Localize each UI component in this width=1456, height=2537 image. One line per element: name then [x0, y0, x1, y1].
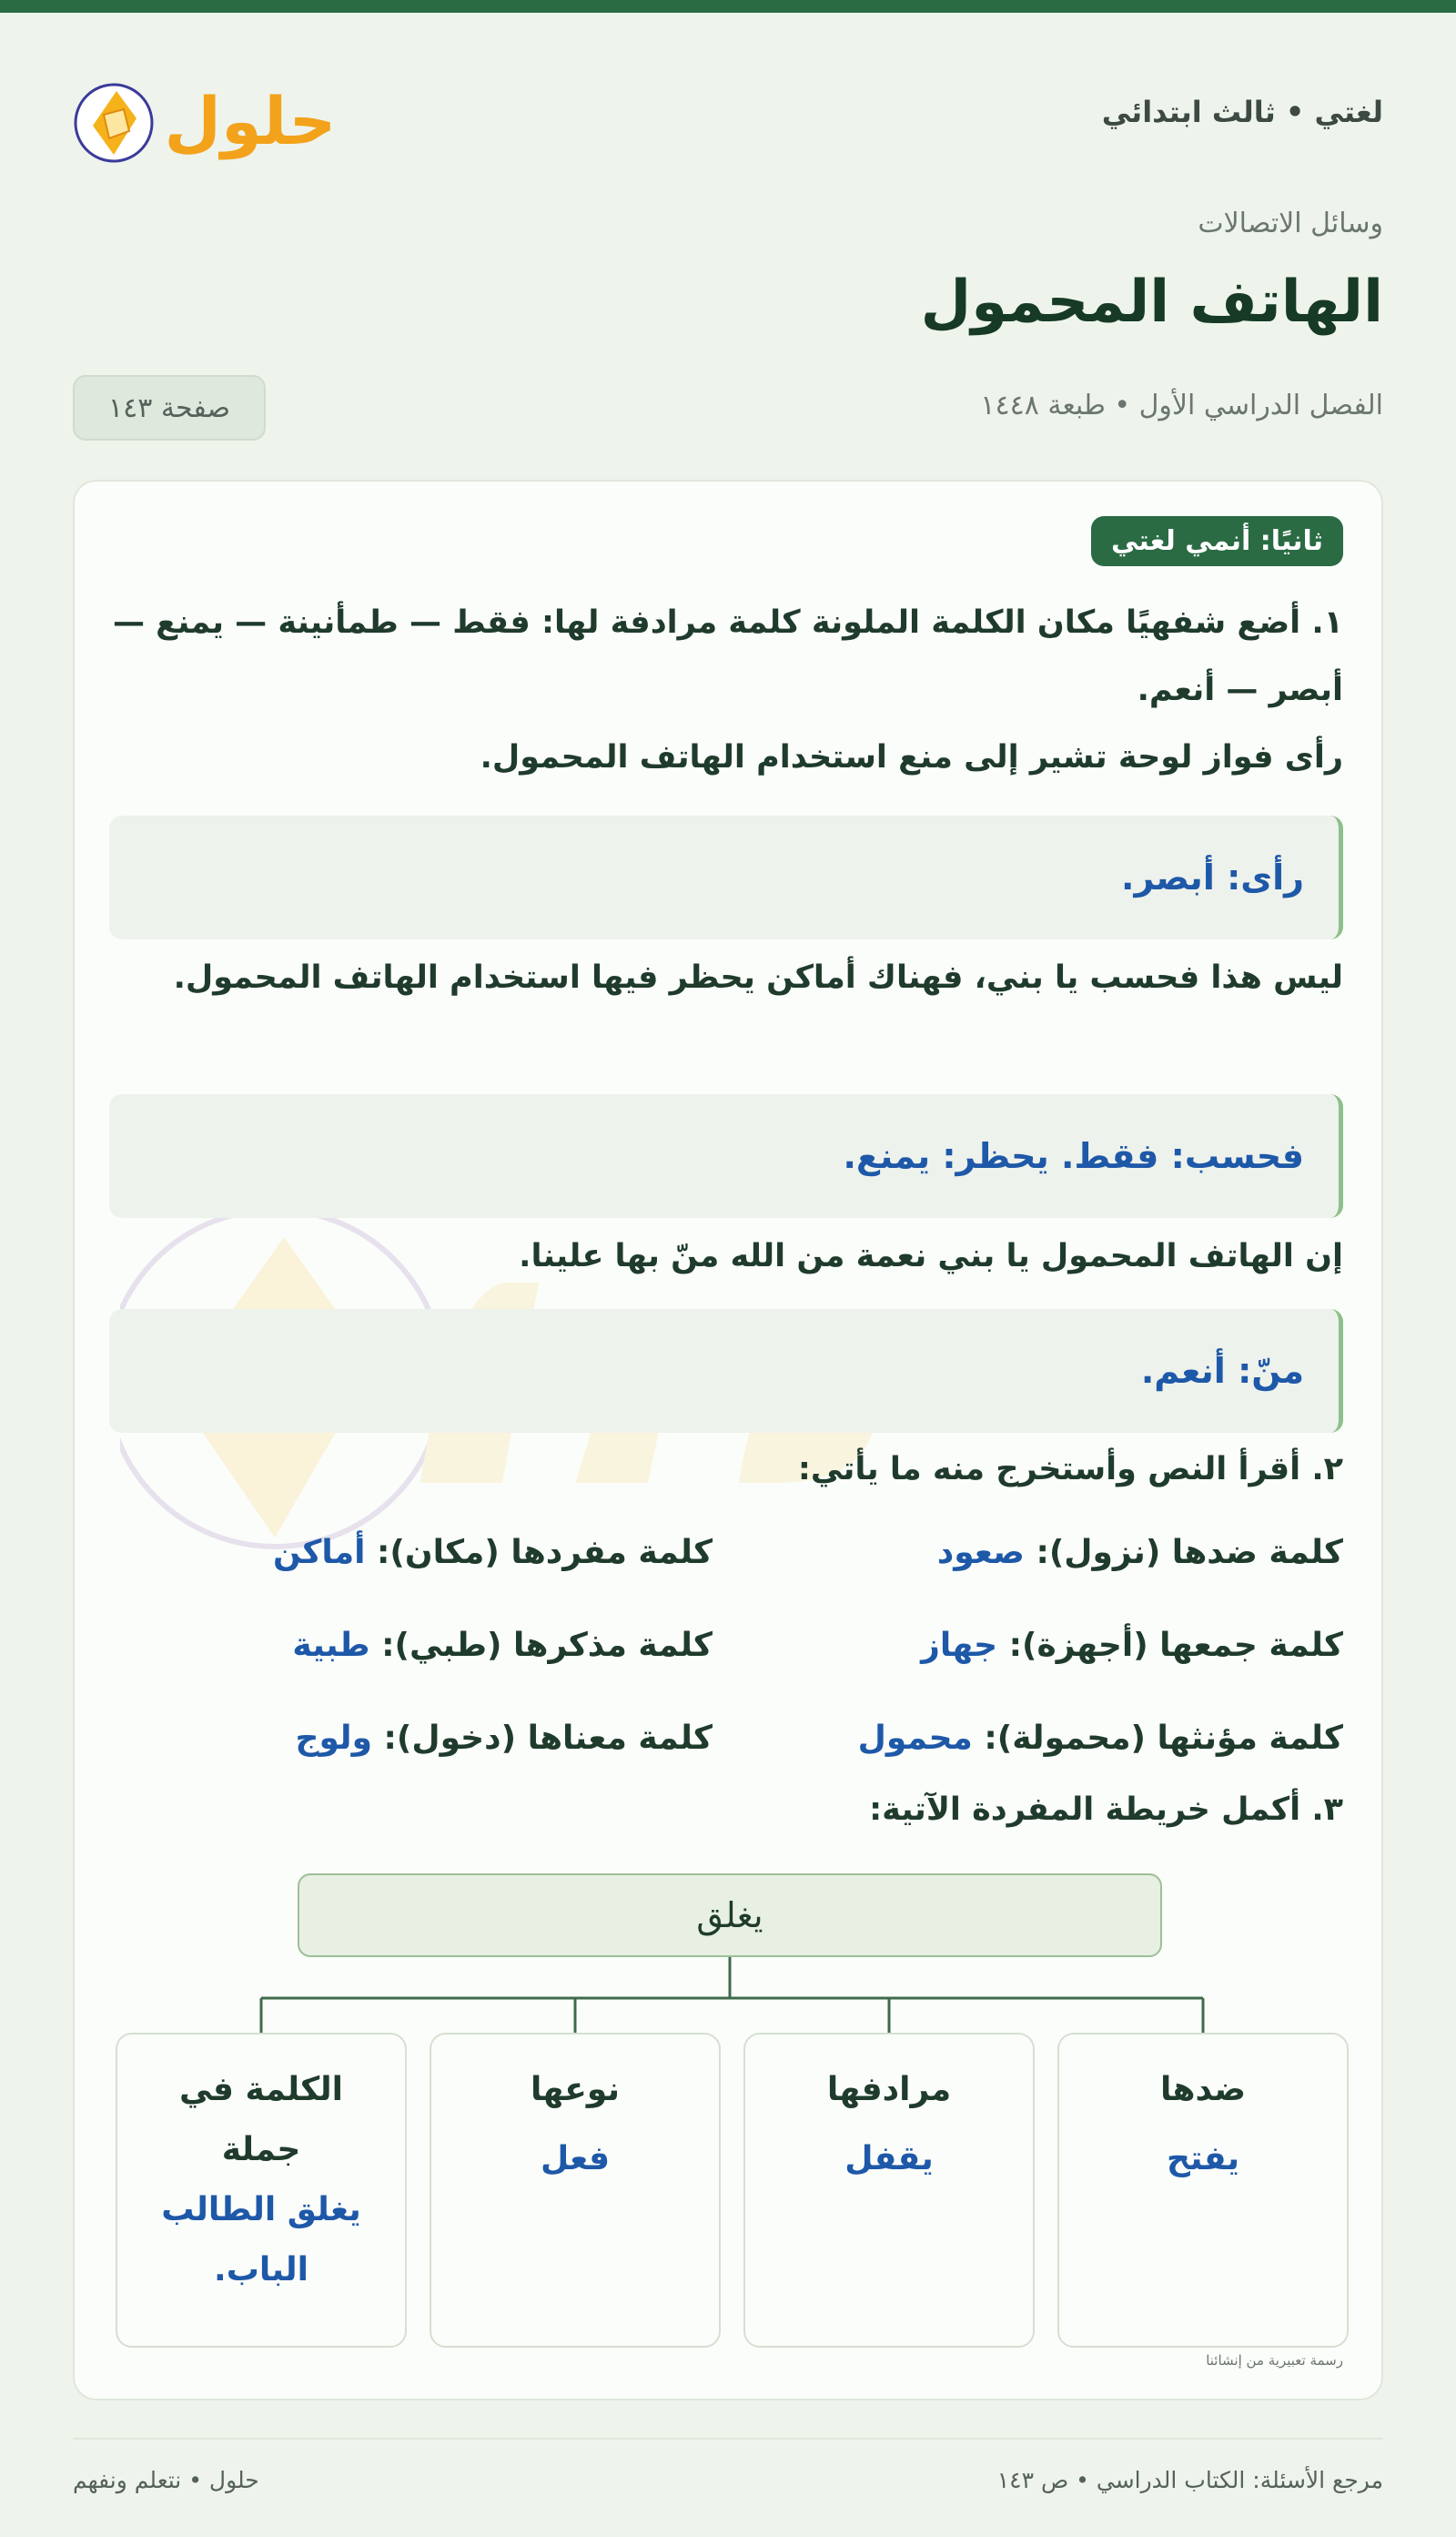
q2-item-label: كلمة جمعها (أجهزة):	[1008, 1627, 1343, 1664]
word-map-box	[743, 2033, 1035, 2348]
q2-item-label: كلمة مؤنثها (محمولة):	[984, 1720, 1343, 1757]
word-map-box-label: مرادفها	[826, 2071, 952, 2108]
map-caption: رسمة تعبيرية من إنشائنا	[1206, 2352, 1343, 2369]
word-map-box-label: الكلمة في جملة	[179, 2071, 343, 2168]
word-map-box-value: يفتح	[1166, 2140, 1240, 2177]
page-title: الهاتف المحمول	[920, 269, 1383, 336]
q2-item-value: صعود	[936, 1534, 1025, 1571]
q2-item-value: محمول	[857, 1720, 973, 1757]
q2-item-value: ولوج	[295, 1720, 372, 1757]
word-map-box	[116, 2033, 407, 2348]
footer-divider	[73, 2438, 1383, 2440]
q2-item	[858, 1720, 1343, 1757]
q1-answer-2: فحسب: فقط. يحظر: يمنع.	[109, 1094, 1343, 1218]
page-header	[73, 64, 1383, 173]
q2-item	[921, 1627, 1343, 1664]
q1-answer-3: منّ: أنعم.	[109, 1309, 1343, 1433]
q1-sentence-2: ليس هذا فحسب يا بني، فهناك أماكن يحظر فيها استخدام الهاتف المحمول.	[173, 959, 1343, 996]
logo-text: حلول	[164, 83, 337, 159]
q2-item	[296, 1720, 713, 1757]
word-map-box-label: نوعها	[531, 2071, 620, 2108]
word-map-box-value: فعل	[540, 2140, 611, 2177]
q2-item-label: كلمة مفردها (مكان):	[377, 1534, 713, 1571]
word-map-box-label: ضدها	[1159, 2071, 1247, 2108]
q2-instruction: ٢. أقرأ النص وأستخرج منه ما يأتي:	[797, 1451, 1343, 1487]
q1-instruction-wrap	[109, 523, 1343, 791]
hulool-logo	[73, 73, 337, 173]
content-card	[73, 480, 1383, 2400]
q1-sentence-1: رأى فواز لوحة تشير إلى منع استخدام الهاتف المحمول.	[480, 739, 1343, 776]
q2-item	[273, 1534, 713, 1571]
page-number-badge: صفحة ١٤٣	[73, 375, 266, 441]
word-map-box	[1057, 2033, 1349, 2348]
q1-answer-1: رأى: أبصر.	[109, 816, 1343, 939]
section-badge: ثانيًا: أنمي لغتي	[1091, 516, 1343, 566]
semester-label: الفصل الدراسي الأول • طبعة ١٤٤٨	[980, 390, 1383, 421]
subject-label: لغتي • ثالث ابتدائي	[1101, 95, 1383, 129]
q2-item-label: كلمة ضدها (نزول):	[1036, 1534, 1343, 1571]
q3-instruction: ٣. أكمل خريطة المفردة الآتية:	[869, 1791, 1343, 1828]
q2-item-value: جهاز	[921, 1627, 998, 1664]
q2-item-value: طبية	[292, 1627, 370, 1664]
q1-sentence-3: إن الهاتف المحمول يا بني نعمة من الله منّ بها علينا.	[519, 1238, 1343, 1274]
q2-item	[292, 1627, 713, 1664]
word-map-root: يغلق	[298, 1873, 1162, 1957]
footer-source: مرجع الأسئلة: الكتاب الدراسي • ص ١٤٣	[996, 2467, 1383, 2493]
word-map-box-value: يغلق الطالب الباب.	[161, 2191, 361, 2288]
topic-label: وسائل الاتصالات	[1198, 208, 1383, 239]
word-map-box	[430, 2033, 721, 2348]
top-accent-bar	[0, 0, 1456, 13]
q2-item-label: كلمة مذكرها (طبي):	[381, 1627, 713, 1664]
q2-item-label: كلمة معناها (دخول):	[383, 1720, 713, 1757]
q2-item-value: أماكن	[272, 1534, 366, 1571]
word-map-box-value: يقفل	[844, 2140, 934, 2177]
q1-instruction: ١. أضع شفهيًا مكان الكلمة الملونة كلمة مرادفة لها: فقط — طمأنينة — يمنع — أبصر — أنعم.	[112, 604, 1343, 708]
q2-item	[937, 1534, 1343, 1571]
footer-brand: حلول • نتعلم ونفهم	[73, 2467, 259, 2493]
